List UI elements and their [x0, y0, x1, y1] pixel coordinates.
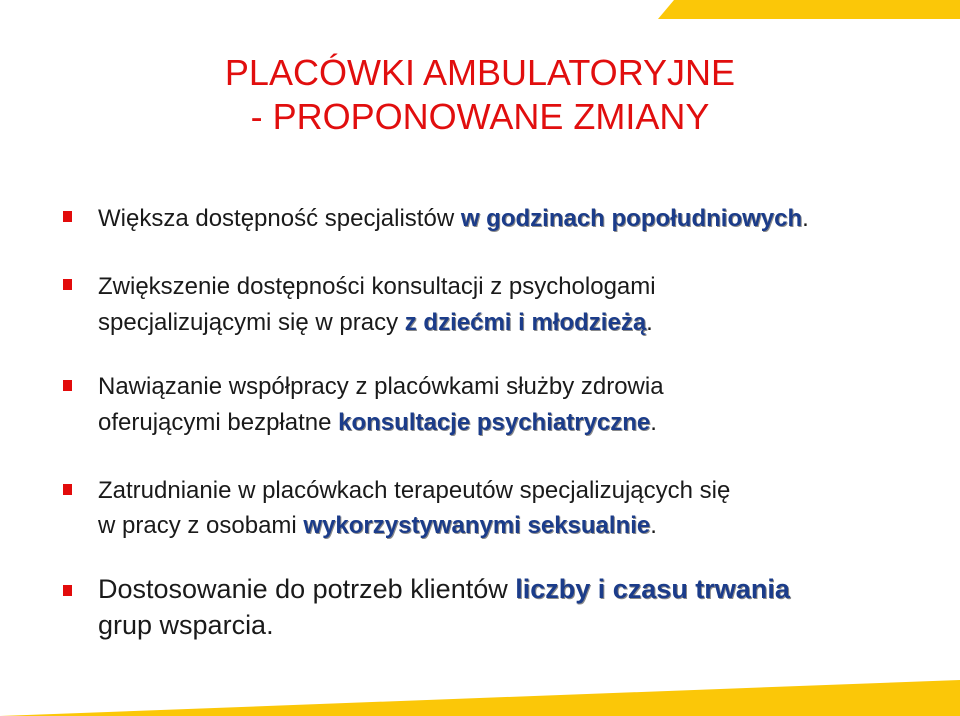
slide-title-line-1: PLACÓWKI AMBULATORYJNE	[224, 52, 736, 93]
bullet-text-line: w pracy z osobami wykorzystywanymi seksualnie.	[98, 512, 657, 539]
bullet-square-icon	[63, 211, 72, 222]
bullet-text-line: Dostosowanie do potrzeb klientów liczby i czasu trwania	[98, 574, 790, 604]
slide-title	[0, 51, 960, 139]
bullet-text-line: oferującymi bezpłatne konsultacje psychiatryczne.	[98, 409, 657, 436]
bottom-accent-band	[0, 680, 960, 716]
emphasis-text: w godzinach popołudniowych	[460, 205, 803, 232]
bullet-square-icon	[63, 585, 72, 596]
bullet-text-line: grup wsparcia.	[98, 610, 274, 640]
emphasis-text: wykorzystywanymi seksualnie	[303, 512, 651, 539]
bullet-text-line: Większa dostępność specjalistów w godzinach popołudniowych.	[98, 205, 809, 232]
emphasis-text: z dziećmi i młodzieżą	[404, 309, 647, 336]
bullet-square-icon	[63, 380, 72, 391]
bullet-text-line: Nawiązanie współpracy z placówkami służby zdrowia	[98, 373, 664, 400]
emphasis-text: konsultacje psychiatryczne	[338, 409, 651, 436]
slide-title-line-2: - PROPONOWANE ZMIANY	[250, 96, 710, 137]
bullet-text-line: specjalizującymi się w pracy z dziećmi i młodzieżą.	[98, 309, 653, 336]
bullet-square-icon	[63, 279, 72, 290]
emphasis-text: liczby i czasu trwania	[515, 574, 790, 604]
bullet-text-line: Zatrudnianie w placówkach terapeutów specjalizujących się	[98, 477, 731, 504]
bullet-text-line: Zwiększenie dostępności konsultacji z psychologami	[98, 273, 656, 300]
bullet-square-icon	[63, 484, 72, 495]
top-accent-band	[658, 0, 960, 19]
